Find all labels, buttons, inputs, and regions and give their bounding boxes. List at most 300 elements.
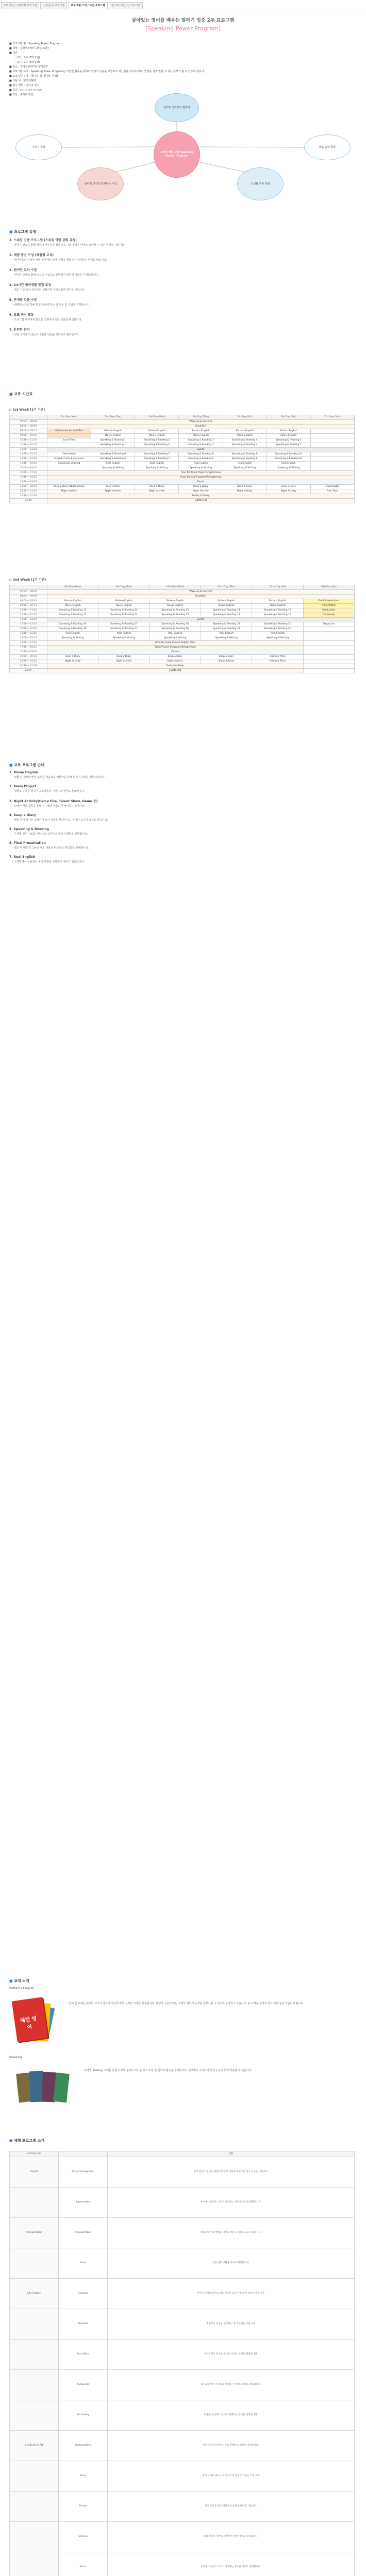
timetable-cell: Real English [149,632,201,636]
timetable-row [10,443,355,448]
timetable-cell: Speaking & Reading 11 [47,613,98,618]
week1-timetable [9,415,355,503]
timetable-row [10,448,355,452]
subject-item [9,771,355,779]
timetable-cell: Speaking & Writing [223,466,267,471]
timetable-cell: Night Activity [91,489,135,494]
timetable-header-cell: 7th Day (Sun) [310,415,354,420]
timetable-cell: Real English [91,462,135,466]
activity-sub-cell: Drama [59,2492,108,2522]
tab-2[interactable]: 신청/등록 프로그램 [40,2,67,9]
timetable-cell: Speaking & Reading 4 [223,443,267,448]
info-row: - 2기 : 2주 (1박 2일) [15,61,40,64]
timetable-row [10,636,355,641]
timetable-header-cell: 2nd Day (Tue) [91,415,135,420]
feature-item-description: - 원어민 교사와 함께 소규모 수업으로 진행되어 말하기 기회를 극대화합니다. [12,274,99,277]
activity-cat-cell [10,2248,59,2279]
timetable-cell: Speaking & Writing [179,466,223,471]
timetable-cell [310,429,354,434]
timetable-cell: Keep a Diary [47,655,98,659]
timetable-cell [310,438,354,443]
timetable-cell: Speaking & Reading 14 [201,608,252,613]
subject-item-description: - 캠프 마지막 날 그동안 배운 내용을 바탕으로 발표회를 진행합니다. [12,846,89,850]
timetable-cell: Team Project Program Management [47,646,304,650]
subjects-title: ■ 교육 프로그램 안내 [9,763,45,767]
hero-subtitle: [Speaking Power Program] [145,25,221,32]
timetable-cell: Speaking & Reading 8 [179,457,223,462]
feature-item [9,267,355,277]
timetable-time-cell: 13:30 ~ 14:15 [10,452,47,457]
feature-item-heading: 7. 안전한 관리 [9,328,30,332]
timetable-cell: Keep a Diary [179,485,223,489]
timetable-cell: Speaking & Reading 7 [135,457,179,462]
timetable-time-cell: 17:40 ~ 18:25 [10,476,47,480]
diagram-node-left: 원어민 교사와 함께하는 수업 [77,167,124,200]
features-title: ■ 프로그램 특징 [9,230,37,234]
timetable-cell [303,655,354,659]
timetable-cell: Movie English [149,604,201,608]
timetable-cell: Speaking & Writing [267,466,310,471]
activity-row [10,2461,355,2492]
timetable-header-cell: 9th Day (Tue) [98,585,149,590]
timetable-cell: Speaking & Reading 13 [149,608,201,613]
info-row: ■ 교육 비 : 530,000원 [9,79,37,82]
timetable-cell: Lights Out [47,669,304,673]
feature-item [9,312,355,322]
timetable-cell [310,452,354,457]
timetable-row [10,655,355,659]
timetable-cell: Speaking & Writing [98,636,149,641]
features-section [9,229,355,342]
timetable-cell: Speaking & Reading 11 [47,608,98,613]
timetable-row [10,480,355,485]
diagram-node-top: 영어로 생각하고 말하기 [155,93,199,122]
timetable-cell: Movie English [47,604,98,608]
timetable-cell: Orientation & Level Test [47,429,91,434]
timetable-time-cell: 22:00 [10,499,47,503]
diagram-node-far-left: 자신감 향상 [15,134,62,160]
timetable-time-cell: 08:00 ~ 09:00 [10,595,47,599]
textbook-description: - 원어 및 교재는 원어민 교사가 캠프의 특성에 맞게 선정한 교재를 사용합니다. 학생의 수준에 맞는 교재로 말하기 능력을 향상시킬 수 있도록 구성되어 있습니다. 본 교재를 통하여 캠프 기간 동안 학습하게 됩니다. [67,2002,304,2005]
timetable-cell: Lights Out [47,499,355,503]
timetable-cell: Pattern English [91,429,135,434]
timetable-cell: Speaking & Reading 6 [91,452,135,457]
timetable-time-cell: 11:30 ~ 12:15 [10,443,47,448]
timetable-row [10,608,355,613]
timetable-cell: Speaking & Reading 15 [252,608,303,613]
timetable-row [10,604,355,608]
timetable-row [10,599,355,604]
timetable-cell: Ceremony [303,613,354,618]
timetable-row [10,452,355,457]
timetable-cell: English Camp Experience [47,457,91,462]
timetable-header-row [10,585,355,590]
timetable-cell [47,466,91,471]
subject-item [9,785,355,793]
activity-desc-cell: 대중교통 이용 방법을 영어로 배우고 역할극으로 연습합니다. [108,2218,355,2248]
timetable-cell: Keep a Diary [98,655,149,659]
feature-item-heading: 1. 스피킹 집중 프로그램 (스피킹 역량 강화 과정) [9,239,77,242]
timetable-cell: Night Activity [201,659,252,664]
timetable-row [10,613,355,618]
activity-desc-cell: 레스토랑에서 주문하고 식사하는 상황을 영어로 체험합니다. [108,2370,355,2400]
subject-item-description: - 다양한 저녁 활동을 통해 친구들과 어울리며 영어를 사용합니다. [12,805,86,808]
timetable-cell: Night Activity [149,659,201,664]
timetable-time-cell: 17:40 ~ 18:25 [10,646,47,650]
activity-row [10,2492,355,2522]
program-diagram [0,90,366,219]
timetable-cell: Speaking & Reading 2 [135,443,179,448]
timetable-header-cell: 8th Day (Mon) [47,585,98,590]
feature-item-heading: 2. 체험 중심 구성 (체험형 교육) [9,253,54,257]
activity-cat-cell [10,2492,59,2522]
timetable-time-cell: 09:50 ~ 10:35 [10,434,47,438]
timetable-cell: Keep a Diary [91,485,135,489]
timetable-time-cell: 12:20 ~ 13:30 [10,618,47,622]
timetable-cell: Breakfast [47,595,355,599]
timetable-time-cell: 16:50 ~ 17:35 [10,641,47,646]
textbook-cover-image [9,1996,56,2043]
timetable-cell: Keep a Diary [149,655,201,659]
timetable-row [10,494,355,499]
feature-item-heading: 3. 원어민 교사 수업 [9,268,37,272]
timetable-row [10,485,355,489]
timetable-cell: Movie English [201,604,252,608]
timetable-time-cell: 18:30 ~ 19:30 [10,650,47,655]
subject-item-heading: 7. Real English [9,855,36,859]
timetable-cell: Pattern English [98,599,149,604]
timetable-cell: Night Activity [179,489,223,494]
feature-item-description: - 전담 교사가 학생들의 생활과 안전을 책임지고 관리합니다. [12,333,80,336]
timetable-row [10,646,355,650]
timetable-time-cell: 10:40 ~ 11:25 [10,608,47,613]
activity-row [10,2218,355,2248]
timetable-cell: Pattern English [252,599,303,604]
feature-item-description: - 프로그램 마지막에 발표를 진행하여 학습 성과를 확인합니다. [12,318,82,321]
timetable-row [10,664,355,669]
timetable-header-cell: 13th Day (Sat) [303,585,354,590]
timetable-cell: Movie English [91,434,135,438]
timetable-cell [310,434,354,438]
timetable-row [10,632,355,636]
tab-4[interactable]: 전 프로그램 / 간 프로그램 [109,2,143,9]
timetable-cell: Speaking & Reading 9 [223,457,267,462]
reading-label: Reading [9,2056,22,2059]
timetable-cell [303,669,354,673]
timetable-cell: Speaking & Reading 3 [179,438,223,443]
subjects-section [9,762,355,869]
timetable-cell: Ready to Sleep [47,494,355,499]
info-row: ■ 대상 : 중학생 (예비 1학년 포함) [9,47,49,50]
timetable-time-cell: 19:30 ~ 20:15 [10,485,47,489]
activity-sub-cell: Music [59,2461,108,2492]
timetable-header-cell: 4th Day (Thu) [179,415,223,420]
timetable-header-cell [10,585,47,590]
activity-row [10,2431,355,2461]
timetable-time-cell: 22:00 [10,669,47,673]
timetable-cell: Speaking & Reading 16 [47,627,98,632]
tab-1[interactable]: 구미시청 / 시행계획 프로그램 [1,2,39,9]
activity-sub-cell: Restaurant [59,2370,108,2400]
timetable-cell: Movie Night [310,485,354,489]
timetable-cell [310,462,354,466]
textbook-name: Patterns English [9,1987,35,1990]
timetable-time-cell: 21:10 ~ 21:30 [10,494,47,499]
activity-cat-cell [10,2522,59,2552]
timetable-time-cell: 07:00 ~ 08:00 [10,590,47,595]
timetable-cell [303,650,354,655]
timetable-time-cell: 14:20 ~ 15:05 [10,627,47,632]
activity-row [10,2188,355,2218]
schedule-section [9,392,355,400]
timetable-row [10,476,355,480]
activity-cat-cell [10,2552,59,2576]
timetable-cell: Level Test [47,438,91,443]
feature-item [9,282,355,292]
timetable-cell: Free Time [310,489,354,494]
info-row: ■ 프로그램 명 : Speaking Power Program [9,42,61,45]
timetable-header-cell: 1st Day (Mon) [47,415,91,420]
timetable-cell: Departure [303,622,354,627]
activity-row [10,2157,355,2188]
timetable-row [10,457,355,462]
feature-item-description: - 캠프 기간 동안 영어로만 생활하며 자연스럽게 영어를 익힙니다. [12,289,86,292]
timetable-cell: Speaking & Reading 13 [149,613,201,618]
activity-header-row [10,2151,355,2157]
timetable-cell: Time for Team Project English Hour [47,471,355,476]
timetable-cell: Pattern English [223,429,267,434]
activity-row [10,2370,355,2400]
timetable-time-cell: 11:30 ~ 12:15 [10,613,47,618]
hero [0,16,366,32]
activity-table [9,2151,355,2576]
timetable-cell [310,466,354,471]
timetable-row [10,425,355,429]
subject-item [9,814,355,822]
timetable-time-cell: 16:50 ~ 17:35 [10,471,47,476]
timetable-cell: Speaking & Reading 10 [267,452,310,457]
timetable-cell: Pattern English [135,429,179,434]
activity-header-cell: 내용 [108,2151,355,2157]
timetable-cell: Graduation [303,608,354,613]
activity-cat-cell [10,2400,59,2431]
subject-item-heading: 4. Keep a Diary [9,814,36,817]
activity-cat-cell [10,2340,59,2370]
features-list [9,238,355,337]
timetable-cell: Speaking & Writing [149,636,201,641]
timetable-cell: Speaking & Reading 15 [252,613,303,618]
timetable-cell: Speaking & Reading 18 [149,627,201,632]
feature-item-heading: 4. 24시간 영어생활 환경 조성 [9,283,52,287]
timetable-row [10,489,355,494]
textbook-title: ■ 교재 소개 [9,1979,29,1983]
timetable-time-cell: 20:20 ~ 21:05 [10,489,47,494]
timetable-time-cell: 12:20 ~ 13:30 [10,448,47,452]
feature-item-heading: 6. 발표 중심 활동 [9,313,34,317]
activity-cat-cell [10,2188,59,2218]
activity-desc-cell: 마트에서 물건을 고르고 계산하는 과정을 영어로 체험합니다. [108,2188,355,2218]
timetable-time-cell: 10:40 ~ 11:25 [10,438,47,443]
timetable-cell: Keep a Diary [135,485,179,489]
subject-item-description: - 팀별로 주제를 정하여 프로젝트를 수행하고 영어로 발표합니다. [12,790,85,793]
timetable-cell [47,434,91,438]
info-row: ■ 기타 : 숙식비 포함 [9,93,34,96]
timetable-cell: Real English [47,632,98,636]
subject-item-description: - 주제별 읽기 자료를 바탕으로 토론하고 말하기 활동을 진행합니다. [12,833,88,836]
timetable-cell: Pattern English [47,599,98,604]
timetable-cell [303,659,354,664]
timetable-time-cell: 09:00 ~ 09:45 [10,429,47,434]
timetable-time-cell: 14:20 ~ 15:05 [10,457,47,462]
activity-row [10,2340,355,2370]
subject-item-heading: 6. Final Presentation [9,841,46,845]
activity-sub-cell: Bank [59,2248,108,2279]
timetable-time-cell: 15:10 ~ 15:55 [10,462,47,466]
timetable-cell: Speaking & Reading 19 [201,627,252,632]
timetable-cell [303,646,354,650]
timetable-cell: Speaking & Writing [252,636,303,641]
subject-item [9,827,355,836]
timetable-cell: Final Presentation [303,599,354,604]
activity-cat-cell: Airport [10,2157,59,2188]
timetable-row [10,622,355,627]
hero-title: 살아있는 영어를 배우는 말하기 집중 2주 프로그램 [131,18,235,23]
timetable-cell: Speaking & Reading 17 [98,627,149,632]
activity-sub-cell: Transportation [59,2218,108,2248]
timetable-header-cell [10,415,47,420]
timetable-cell: Real English [98,632,149,636]
activity-cat-cell [10,2309,59,2340]
activity-title: ■ 체험 프로그램 소개 [9,2139,45,2143]
info-row: ■ 기간 : [9,52,20,55]
timetable-row [10,650,355,655]
activity-section [9,2138,355,2146]
subject-item-heading: 2. Team Project [9,785,37,788]
activity-desc-cell: 연극 대본을 읽고 역할극을 통해 표현력을 기릅니다. [108,2492,355,2522]
timetable-row [10,499,355,503]
info-row: ■ 접수 방법 : 인터넷 접수 [9,84,39,87]
timetable-cell: Night Activity [267,489,310,494]
timetable-cell: Speaking & Reading 10 [267,457,310,462]
activity-cat-cell [10,2461,59,2492]
timetable-cell: Presentation [303,604,354,608]
textbook-section [9,1978,355,1990]
timetable-cell: Pattern English [149,599,201,604]
week2-caption: ▷ 2nd Week (1기 기준) [9,578,46,582]
timetable-time-cell: 08:00 ~ 09:00 [10,425,47,429]
timetable-header-cell: 6th Day (Sat) [267,415,310,420]
program-info [9,41,355,97]
activity-sub-cell: Supermarket [59,2188,108,2218]
timetable-cell: Real English [135,462,179,466]
timetable-cell: Speaking & Reading 1 [91,443,135,448]
activity-row [10,2248,355,2279]
timetable-cell: Speaking & Writing [91,466,135,471]
activity-desc-cell: 병원에서 증상을 설명하는 영어 표현을 익힙니다. [108,2309,355,2340]
timetable-cell: Real English [179,462,223,466]
timetable-cell: Speaking & Reading 19 [201,622,252,627]
activity-desc-cell: 방송 스튜디오에서 뉴스를 진행하고 영상을 제작합니다. [108,2431,355,2461]
activity-row [10,2400,355,2431]
timetable-cell: Real English [223,462,267,466]
feature-item [9,252,355,262]
timetable-cell: Ready to Sleep [47,664,304,669]
timetable-cell: Keep a Diary [267,485,310,489]
activity-sub-cell: Cooking [59,2279,108,2309]
timetable-row [10,618,355,622]
timetable-row [10,434,355,438]
timetable-cell: Speaking & Reading 6 [91,457,135,462]
timetable-cell: Pattern English [201,599,252,604]
activity-sub-cell: Science [59,2522,108,2552]
timetable-time-cell: 16:00 ~ 16:45 [10,466,47,471]
timetable-cell: Night Activity [47,489,91,494]
timetable-cell: Speaking & Writing [201,636,252,641]
activity-row [10,2552,355,2576]
timetable-row [10,659,355,664]
info-row: - 1기 : 2주 (1박 2일) [15,56,40,59]
timetable-row [10,669,355,673]
timetable-time-cell: 19:30 ~ 20:15 [10,655,47,659]
activity-cat-cell: Transportation [10,2218,59,2248]
timetable-time-cell: 21:10 ~ 21:30 [10,664,47,669]
timetable-row [10,420,355,425]
timetable-cell: Speaking Listening [47,462,91,466]
activity-sub-cell: Airport Immigration [59,2157,108,2188]
activity-cat-cell [10,2370,59,2400]
activity-row [10,2522,355,2552]
activity-header-cell [59,2151,108,2157]
activity-sub-cell: Post Office [59,2340,108,2370]
tab-3[interactable]: 프로그램 소개 / 사전 프로그램 [68,2,108,9]
timetable-cell: Team Project Program Management [47,476,355,480]
timetable-cell: Night Activity [98,659,149,664]
timetable-cell: Movie English [98,604,149,608]
feature-item-description: - 말하기 연습을 통해 영어의 자신감을 회복하고 나의 생각을 영어로 표현할 수 있는 역량을 기릅니다. [12,244,125,247]
subject-item-heading: 5. Speaking & Reading [9,827,49,831]
timetable-cell: Real English [252,632,303,636]
timetable-cell: Speaking & Reading 14 [201,613,252,618]
timetable-cell: Speaking & Reading 20 [252,627,303,632]
timetable-cell [310,443,354,448]
timetable-cell: Pattern English [179,429,223,434]
timetable-cell [310,457,354,462]
timetable-cell: Dinner [47,480,355,485]
timetable-cell [303,632,354,636]
info-row: ■ 모집 인원 : 각 기별 ○○명 (선착순 마감) [9,75,58,78]
timetable-time-cell: 18:30 ~ 19:30 [10,480,47,485]
timetable-cell: Speaking & Reading 9 [223,452,267,457]
subject-item-description: - 매일 영어 일기를 작성하여 쓰기 능력을 향상시키고 원어민 교사의 첨삭을 받습니다. [12,819,108,822]
feature-item [9,297,355,307]
activity-sub-cell: Broadcasting [59,2431,108,2461]
timetable-cell: Night Activity [223,489,267,494]
timetable-cell: Keep a Diary (Night Study) [47,485,91,489]
timetable-cell: Speaking & Reading 20 [252,622,303,627]
timetable-cell: Breakfast [47,425,355,429]
timetable-cell: Night Activity [135,489,179,494]
activity-cat-cell: Life Culture [10,2279,59,2309]
timetable-row [10,627,355,632]
activity-desc-cell: 공항 출입국 절차를 체험하며 실제 상황에서 필요한 영어 표현을 익힙니다. [108,2157,355,2188]
timetable-cell: Speaking & Reading 1 [91,438,135,443]
timetable-row [10,466,355,471]
top-tabs [0,2,366,9]
textbook-cover-text: 패턴 영어 [20,2015,38,2031]
timetable-time-cell: 09:00 ~ 09:45 [10,599,47,604]
diagram-node-right: 실생활 영어 회화 [237,167,284,200]
timetable-cell: Speaking & Reading 4 [223,438,267,443]
